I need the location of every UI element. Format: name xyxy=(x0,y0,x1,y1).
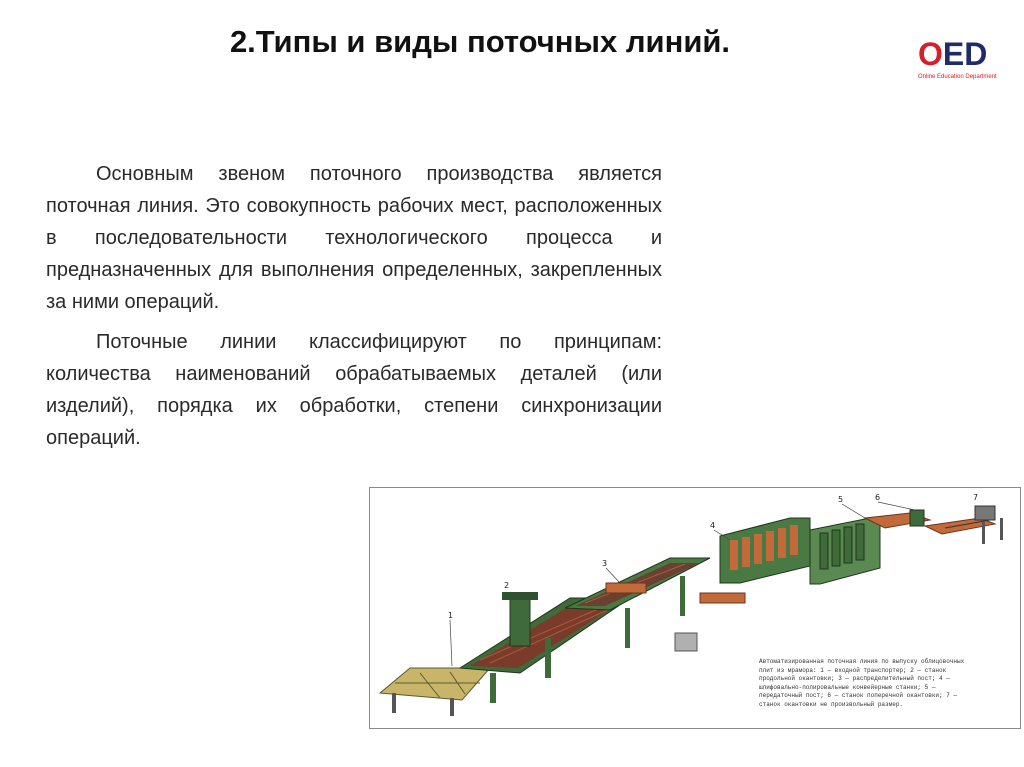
callout-3: 3 xyxy=(602,559,608,568)
logo-subtitle: Online Education Department xyxy=(918,74,997,80)
body-text xyxy=(46,158,662,462)
figure-caption: Автоматизированная поточная линия по выпуску облицовочных плит из мрамора: 1 — входной транспортер; 2 — станок продольной окантовки; 3 — распределительный пост; 4 — шлифовально-полировальные конвейерные станки; 5 — передаточный пост; 6 — станок поперечной окантовки; 7 — станок окантовки не произвольный размер. xyxy=(759,658,965,708)
slide-title: 2.Типы и виды поточных линий. xyxy=(229,24,731,59)
logo-o-power-icon: O xyxy=(918,36,943,72)
callout-6: 6 xyxy=(875,493,881,502)
transfer-and-edging-stations xyxy=(865,506,1003,544)
callout-4: 4 xyxy=(710,521,716,530)
callout-7: 7 xyxy=(973,493,979,502)
logo-mark xyxy=(918,36,987,73)
callout-1: 1 xyxy=(448,611,454,620)
line-frame xyxy=(460,558,710,703)
input-conveyor xyxy=(380,668,490,716)
production-line-figure xyxy=(369,487,1021,729)
callout-5: 5 xyxy=(838,495,844,504)
oed-logo xyxy=(912,30,1004,88)
paragraph-1: Основным звеном поточного производства является поточная линия. Это совокупность рабочих мест, расположенных в последовательности технологического процесса и предназначенных для выполнения определенных, закрепленных за ними операций. xyxy=(46,163,662,313)
paragraph-2: Поточные линии классифицируют по принципам: количества наименований обрабатываемых деталей (или изделий), порядка их обработки, степени синхронизации операций. xyxy=(46,331,662,449)
callout-2: 2 xyxy=(504,581,510,590)
logo-mark-text: ED xyxy=(942,36,988,72)
